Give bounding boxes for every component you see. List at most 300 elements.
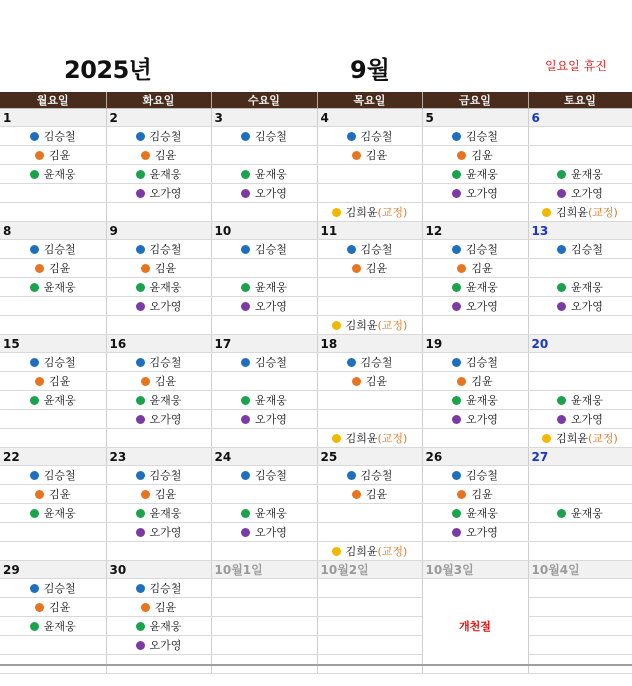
staff-name: 김윤 [471, 375, 493, 388]
schedule-cell [528, 391, 632, 410]
staff-entry [107, 637, 211, 653]
staff-name: 윤재웅 [466, 281, 498, 294]
staff-entry [0, 373, 106, 389]
schedule-cell [211, 542, 317, 561]
staff-name: 김승철 [255, 469, 287, 482]
status-dot-icon [136, 584, 145, 593]
schedule-cell [0, 504, 106, 523]
staff-name: 윤재웅 [571, 394, 603, 407]
schedule-cell [528, 353, 632, 372]
status-dot-icon [452, 283, 461, 292]
staff-name: 오가영 [571, 187, 603, 200]
staff-name: 오가영 [466, 187, 498, 200]
status-dot-icon [30, 471, 39, 480]
day-number: 6 [528, 109, 632, 127]
status-dot-icon [241, 471, 250, 480]
staff-entry [0, 260, 106, 276]
schedule-cell [317, 391, 422, 410]
schedule-cell [317, 542, 422, 561]
status-dot-icon [136, 358, 145, 367]
status-dot-icon [332, 547, 341, 556]
staff-entry [423, 260, 528, 276]
staff-entry [0, 354, 106, 370]
status-dot-icon [542, 434, 551, 443]
schedule-cell [211, 410, 317, 429]
schedule-cell [106, 429, 211, 448]
status-dot-icon [241, 415, 250, 424]
schedule-row [0, 184, 632, 203]
status-dot-icon [452, 528, 461, 537]
status-dot-icon [141, 151, 150, 160]
schedule-cell [528, 146, 632, 165]
status-dot-icon [30, 509, 39, 518]
schedule-cell [422, 466, 528, 485]
staff-entry [107, 411, 211, 427]
staff-entry [212, 166, 317, 182]
schedule-cell [211, 316, 317, 335]
staff-name: 오가영 [255, 413, 287, 426]
schedule-cell [317, 278, 422, 297]
schedule-cell [317, 504, 422, 523]
schedule-cell [211, 391, 317, 410]
schedule-cell [106, 127, 211, 146]
schedule-cell [0, 240, 106, 259]
day-number: 11 [317, 222, 422, 240]
staff-name: 김승철 [360, 469, 393, 482]
status-dot-icon [347, 132, 356, 141]
schedule-cell [422, 485, 528, 504]
calendar-body [0, 109, 632, 674]
status-dot-icon [557, 170, 566, 179]
staff-entry [318, 147, 422, 163]
staff-name: 윤재웅 [571, 168, 603, 181]
staff-entry [0, 599, 106, 615]
day-number: 10월1일 [211, 561, 317, 579]
status-dot-icon [352, 377, 361, 386]
staff-name: 김희윤 [345, 206, 378, 219]
staff-entry [212, 298, 317, 314]
schedule-cell [211, 184, 317, 203]
schedule-row [0, 316, 632, 335]
schedule-table [0, 92, 632, 674]
staff-name: 김윤 [49, 149, 71, 162]
schedule-cell [0, 598, 106, 617]
schedule-cell [106, 617, 211, 636]
staff-entry [423, 166, 528, 182]
staff-entry [318, 260, 422, 276]
staff-entry [529, 241, 632, 257]
status-dot-icon [457, 264, 466, 273]
schedule-cell [422, 203, 528, 222]
schedule-cell [422, 542, 528, 561]
staff-entry [107, 147, 211, 163]
staff-name: 오가영 [149, 413, 182, 426]
status-dot-icon [332, 321, 341, 330]
staff-entry [107, 599, 211, 615]
schedule-cell [422, 240, 528, 259]
staff-name: 윤재웅 [43, 620, 76, 633]
staff-entry [0, 279, 106, 295]
day-number: 18 [317, 335, 422, 353]
staff-entry [423, 467, 528, 483]
staff-entry [107, 185, 211, 201]
staff-name: 김희윤 [345, 319, 378, 332]
status-dot-icon [332, 208, 341, 217]
schedule-cell [0, 542, 106, 561]
schedule-cell [106, 410, 211, 429]
status-dot-icon [241, 170, 250, 179]
schedule-row [0, 504, 632, 523]
schedule-cell [0, 617, 106, 636]
schedule-cell [317, 485, 422, 504]
schedule-cell [211, 240, 317, 259]
day-number: 17 [211, 335, 317, 353]
staff-entry [107, 618, 211, 634]
status-dot-icon [35, 151, 44, 160]
schedule-cell [0, 636, 106, 655]
schedule-cell [211, 127, 317, 146]
status-dot-icon [347, 471, 356, 480]
schedule-cell [317, 240, 422, 259]
staff-name: 윤재웅 [43, 281, 76, 294]
status-dot-icon [557, 509, 566, 518]
status-dot-icon [352, 264, 361, 273]
staff-entry [423, 298, 528, 314]
day-number: 4 [317, 109, 422, 127]
staff-name: 김윤 [365, 262, 388, 275]
schedule-cell [422, 259, 528, 278]
staff-entry [318, 241, 422, 257]
staff-entry [529, 204, 632, 220]
staff-entry [212, 505, 317, 521]
status-dot-icon [452, 415, 461, 424]
schedule-cell [106, 598, 211, 617]
schedule-cell [106, 184, 211, 203]
staff-entry [423, 147, 528, 163]
weekday-header: 금요일 [422, 92, 528, 109]
status-dot-icon [452, 132, 461, 141]
status-dot-icon [30, 132, 39, 141]
status-dot-icon [241, 302, 250, 311]
schedule-cell [317, 146, 422, 165]
schedule-row [0, 353, 632, 372]
staff-entry [107, 260, 211, 276]
schedule-cell [422, 504, 528, 523]
schedule-cell [211, 146, 317, 165]
status-dot-icon [452, 471, 461, 480]
schedule-cell [528, 297, 632, 316]
staff-entry [107, 354, 211, 370]
day-number: 24 [211, 448, 317, 466]
schedule-cell [211, 617, 317, 636]
staff-entry [212, 411, 317, 427]
schedule-cell [317, 353, 422, 372]
schedule-row [0, 278, 632, 297]
status-dot-icon [452, 509, 461, 518]
staff-name: 오가영 [255, 526, 287, 539]
staff-entry [107, 279, 211, 295]
weekday-header-row [0, 92, 632, 109]
date-row [0, 561, 632, 579]
schedule-cell [106, 316, 211, 335]
status-dot-icon [30, 245, 39, 254]
staff-name: 김승철 [43, 130, 76, 143]
year-title: 2025년 [64, 56, 152, 84]
staff-name: 오가영 [255, 300, 287, 313]
staff-name: 김승철 [43, 469, 76, 482]
status-dot-icon [457, 151, 466, 160]
staff-name: 김승철 [255, 130, 287, 143]
staff-entry [212, 467, 317, 483]
schedule-cell [528, 542, 632, 561]
day-number: 26 [422, 448, 528, 466]
staff-entry [0, 166, 106, 182]
staff-note: (교정) [377, 432, 408, 445]
staff-name: 김희윤 [556, 206, 589, 219]
schedule-cell [106, 636, 211, 655]
staff-entry [423, 392, 528, 408]
status-dot-icon [557, 283, 566, 292]
staff-name: 김승철 [149, 243, 182, 256]
day-number: 19 [422, 335, 528, 353]
staff-name: 윤재웅 [149, 168, 182, 181]
status-dot-icon [557, 396, 566, 405]
schedule-cell [422, 429, 528, 448]
schedule-cell [0, 165, 106, 184]
bottom-border [0, 664, 632, 666]
schedule-cell [528, 429, 632, 448]
schedule-cell [211, 429, 317, 448]
schedule-cell [106, 203, 211, 222]
day-number: 9 [106, 222, 211, 240]
status-dot-icon [141, 264, 150, 273]
schedule-cell [106, 542, 211, 561]
staff-name: 윤재웅 [255, 507, 287, 520]
schedule-cell [528, 278, 632, 297]
staff-entry [529, 166, 632, 182]
schedule-cell [106, 259, 211, 278]
weekday-header: 월요일 [0, 92, 106, 109]
staff-name: 윤재웅 [149, 394, 182, 407]
staff-note: (교정) [377, 319, 408, 332]
status-dot-icon [557, 302, 566, 311]
staff-name: 윤재웅 [43, 168, 76, 181]
schedule-cell [317, 165, 422, 184]
schedule-cell [422, 316, 528, 335]
schedule-cell [528, 372, 632, 391]
schedule-cell [317, 636, 422, 655]
schedule-cell [528, 504, 632, 523]
staff-note: (교정) [588, 432, 618, 445]
schedule-cell [0, 391, 106, 410]
day-number: 30 [106, 561, 211, 579]
day-number: 10월2일 [317, 561, 422, 579]
staff-name: 김승철 [255, 243, 287, 256]
staff-entry [0, 505, 106, 521]
staff-name: 김윤 [365, 375, 388, 388]
status-dot-icon [30, 358, 39, 367]
staff-entry [0, 486, 106, 502]
staff-name: 김승철 [43, 582, 76, 595]
staff-entry [212, 354, 317, 370]
status-dot-icon [452, 358, 461, 367]
schedule-cell [317, 203, 422, 222]
schedule-cell [528, 523, 632, 542]
month-title: 9월 [350, 56, 390, 84]
staff-name: 김윤 [365, 488, 388, 501]
status-dot-icon [136, 396, 145, 405]
staff-name: 오가영 [466, 526, 498, 539]
staff-entry [423, 354, 528, 370]
staff-name: 김승철 [255, 356, 287, 369]
schedule-cell [422, 523, 528, 542]
staff-entry [107, 505, 211, 521]
staff-entry [0, 467, 106, 483]
status-dot-icon [352, 490, 361, 499]
day-number: 16 [106, 335, 211, 353]
day-number: 20 [528, 335, 632, 353]
day-number: 5 [422, 109, 528, 127]
schedule-cell [211, 636, 317, 655]
staff-name: 윤재웅 [149, 620, 182, 633]
status-dot-icon [241, 283, 250, 292]
staff-entry [0, 580, 106, 596]
schedule-cell [317, 410, 422, 429]
schedule-cell [0, 353, 106, 372]
schedule-cell [528, 165, 632, 184]
schedule-cell [106, 579, 211, 598]
schedule-row [0, 240, 632, 259]
status-dot-icon [241, 189, 250, 198]
weekday-header: 목요일 [317, 92, 422, 109]
schedule-cell [422, 353, 528, 372]
staff-entry [318, 373, 422, 389]
schedule-cell [211, 523, 317, 542]
schedule-cell [0, 523, 106, 542]
schedule-row [0, 165, 632, 184]
schedule-cell [422, 297, 528, 316]
status-dot-icon [452, 170, 461, 179]
schedule-row [0, 485, 632, 504]
status-dot-icon [35, 603, 44, 612]
schedule-cell [422, 372, 528, 391]
staff-name: 윤재웅 [466, 168, 498, 181]
staff-entry [423, 411, 528, 427]
staff-entry [423, 524, 528, 540]
day-number: 3 [211, 109, 317, 127]
staff-entry [212, 279, 317, 295]
staff-entry [318, 430, 422, 446]
staff-entry [212, 185, 317, 201]
staff-name: 김윤 [154, 262, 177, 275]
staff-entry [529, 430, 632, 446]
schedule-row [0, 617, 632, 636]
holiday-label: 개천절 [422, 579, 528, 674]
staff-name: 오가영 [149, 526, 182, 539]
staff-name: 윤재웅 [43, 507, 76, 520]
day-number: 25 [317, 448, 422, 466]
staff-name: 윤재웅 [571, 281, 603, 294]
status-dot-icon [30, 396, 39, 405]
status-dot-icon [241, 528, 250, 537]
status-dot-icon [452, 302, 461, 311]
schedule-cell [106, 391, 211, 410]
staff-note: (교정) [377, 206, 408, 219]
staff-entry [0, 241, 106, 257]
schedule-cell [211, 297, 317, 316]
staff-name: 윤재웅 [149, 507, 182, 520]
staff-entry [107, 166, 211, 182]
status-dot-icon [136, 245, 145, 254]
schedule-cell [528, 316, 632, 335]
schedule-row [0, 259, 632, 278]
schedule-row [0, 598, 632, 617]
schedule-cell [106, 485, 211, 504]
staff-name: 김승철 [149, 582, 182, 595]
staff-name: 김승철 [466, 356, 498, 369]
staff-entry [423, 241, 528, 257]
schedule-cell [317, 184, 422, 203]
schedule-cell [528, 598, 632, 617]
staff-name: 김윤 [471, 488, 493, 501]
day-number: 22 [0, 448, 106, 466]
staff-name: 오가영 [571, 300, 603, 313]
schedule-cell [317, 429, 422, 448]
status-dot-icon [136, 641, 145, 650]
staff-entry [107, 524, 211, 540]
schedule-cell [0, 579, 106, 598]
schedule-cell [422, 410, 528, 429]
schedule-cell [0, 278, 106, 297]
staff-name: 김윤 [154, 375, 177, 388]
day-number: 10월4일 [528, 561, 632, 579]
schedule-cell [106, 165, 211, 184]
schedule-cell [211, 504, 317, 523]
schedule-cell [0, 372, 106, 391]
staff-name: 오가영 [255, 187, 287, 200]
staff-note: (교정) [588, 206, 618, 219]
staff-entry [529, 298, 632, 314]
schedule-cell [211, 579, 317, 598]
staff-name: 윤재웅 [43, 394, 76, 407]
staff-name: 김윤 [49, 262, 71, 275]
staff-name: 김윤 [154, 601, 177, 614]
staff-entry [0, 392, 106, 408]
staff-entry [318, 317, 422, 333]
staff-name: 윤재웅 [255, 281, 287, 294]
schedule-cell [317, 617, 422, 636]
status-dot-icon [136, 622, 145, 631]
staff-name: 김승철 [149, 356, 182, 369]
schedule-cell [211, 598, 317, 617]
status-dot-icon [542, 208, 551, 217]
staff-entry [212, 524, 317, 540]
staff-entry [107, 580, 211, 596]
staff-name: 김윤 [471, 149, 493, 162]
status-dot-icon [452, 189, 461, 198]
staff-name: 오가영 [149, 300, 182, 313]
staff-note: (교정) [377, 545, 408, 558]
status-dot-icon [136, 189, 145, 198]
schedule-cell [422, 278, 528, 297]
weekday-header: 화요일 [106, 92, 211, 109]
status-dot-icon [241, 358, 250, 367]
staff-name: 김희윤 [556, 432, 589, 445]
status-dot-icon [452, 245, 461, 254]
schedule-cell [0, 485, 106, 504]
day-number: 23 [106, 448, 211, 466]
schedule-cell [211, 259, 317, 278]
